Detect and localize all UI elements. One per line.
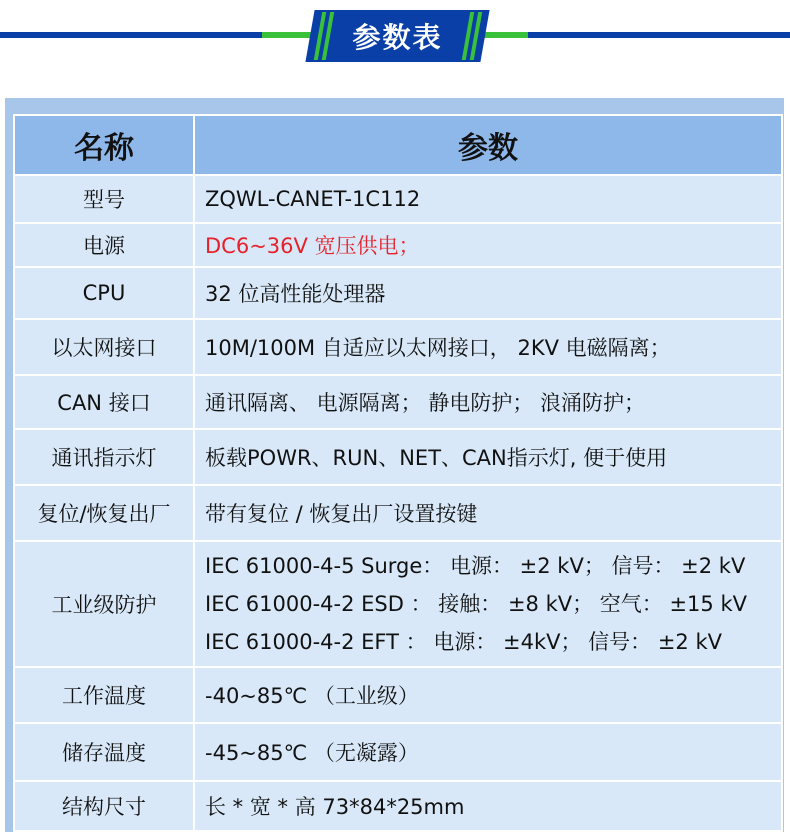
row-name: CAN 接口	[14, 375, 194, 429]
row-value: -45~85℃ （无凝露）	[194, 723, 782, 781]
row-value: 32 位高性能处理器	[194, 267, 782, 319]
banner-line-right-accent	[480, 32, 528, 38]
row-value: DC6~36V 宽压供电；	[194, 223, 782, 267]
row-name: 工作温度	[14, 667, 194, 723]
row-name: 型号	[14, 175, 194, 223]
row-name: 储存温度	[14, 723, 194, 781]
table-row	[14, 723, 782, 781]
row-name: 复位/恢复出厂	[14, 485, 194, 541]
row-value: 带有复位 / 恢复出厂设置按键	[194, 485, 782, 541]
row-value: -40~85℃ （工业级）	[194, 667, 782, 723]
banner-line-left	[0, 32, 282, 38]
header-name: 名称	[14, 115, 194, 175]
table-row	[14, 541, 782, 667]
protection-line: IEC 61000-4-5 Surge： 电源： ±2 kV； 信号： ±2 kV	[205, 554, 746, 578]
row-value: ZQWL-CANET-1C112	[194, 175, 782, 223]
table-row	[14, 485, 782, 541]
row-value: 板载POWR、RUN、NET、CAN指示灯, 便于使用	[194, 429, 782, 485]
table-row	[14, 175, 782, 223]
protection-line: IEC 61000-4-2 EFT ： 电源： ±4kV； 信号： ±2 kV	[205, 630, 722, 654]
title-banner	[0, 0, 790, 90]
row-name: 通讯指示灯	[14, 429, 194, 485]
protection-line: IEC 61000-4-2 ESD ： 接触： ±8 kV； 空气： ±15 kV	[205, 592, 747, 616]
banner-line-right	[498, 32, 790, 38]
row-value: 通讯隔离、 电源隔离； 静电防护； 浪涌防护；	[194, 375, 782, 429]
row-value: 长 * 宽 * 高 73*84*25mm	[194, 781, 782, 831]
table-row	[14, 667, 782, 723]
row-name: 结构尺寸	[14, 781, 194, 831]
spec-table	[13, 114, 783, 832]
row-name: CPU	[14, 267, 194, 319]
row-value-multiline	[194, 541, 782, 667]
row-name: 电源	[14, 223, 194, 267]
row-name: 以太网接口	[14, 319, 194, 375]
table-row	[14, 781, 782, 831]
table-header-row	[14, 115, 782, 175]
row-name: 工业级防护	[14, 541, 194, 667]
page-title: 参数表	[352, 21, 443, 54]
table-row	[14, 223, 782, 267]
table-row	[14, 375, 782, 429]
spec-table-panel	[5, 98, 784, 832]
row-value: 10M/100M 自适应以太网接口， 2KV 电磁隔离；	[194, 319, 782, 375]
header-value: 参数	[194, 115, 782, 175]
table-row	[14, 267, 782, 319]
table-row	[14, 319, 782, 375]
table-row	[14, 429, 782, 485]
banner-line-left-accent	[262, 32, 312, 38]
